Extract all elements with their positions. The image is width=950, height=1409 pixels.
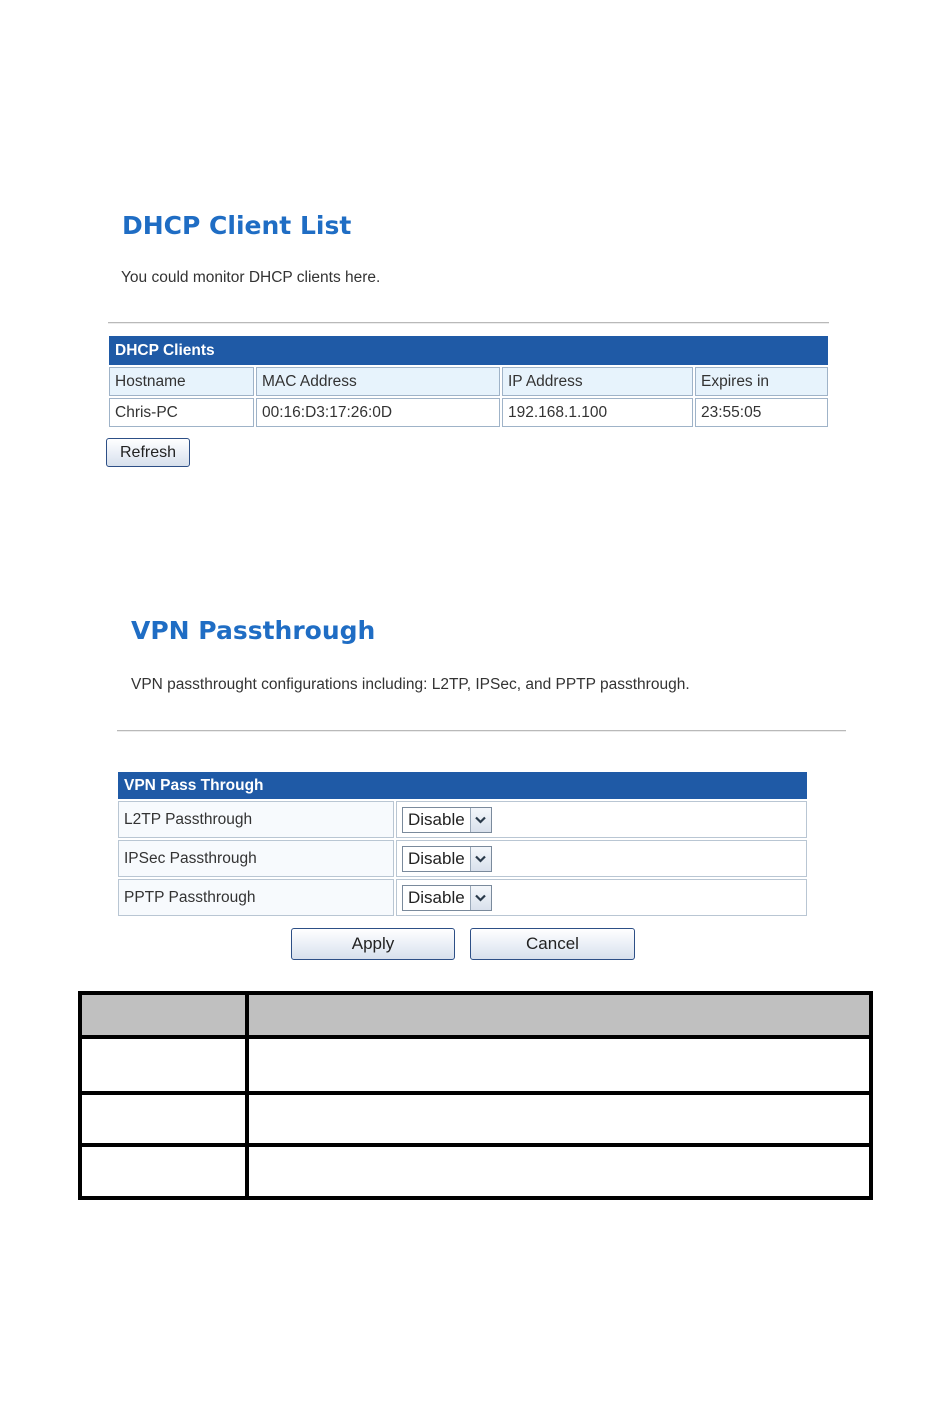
ipsec-passthrough-control [396,840,807,877]
table-divider [82,1091,869,1095]
cancel-button[interactable]: Cancel [470,928,635,960]
ipsec-passthrough-select[interactable] [402,846,492,872]
vpn-description: VPN passthrought configurations including: L2TP, IPSec, and PPTP passthrough. [131,676,690,693]
pptp-passthrough-control [396,879,807,916]
vpn-pass-through-table [116,770,809,918]
table-row [109,398,828,427]
description-table-header [82,995,869,1035]
column-header-ip-address: IP Address [502,367,693,396]
table-divider [82,1143,869,1147]
chevron-down-icon[interactable] [470,847,491,871]
dhcp-table-header-row [109,367,828,396]
l2tp-passthrough-value: Disable [408,809,465,829]
vpn-row-pptp [118,879,807,916]
dhcp-clients-table [107,334,830,429]
dhcp-page-title: DHCP Client List [122,211,352,240]
chevron-down-icon[interactable] [470,808,491,832]
ip-address-cell: 192.168.1.100 [502,398,693,427]
dhcp-description: You could monitor DHCP clients here. [121,269,381,286]
apply-button[interactable]: Apply [291,928,455,960]
table-divider [82,1035,869,1039]
chevron-down-icon[interactable] [470,886,491,910]
column-header-expires-in: Expires in [695,367,828,396]
description-table [78,991,873,1200]
dhcp-clients-table-title: DHCP Clients [109,336,828,365]
expires-in-cell: 23:55:05 [695,398,828,427]
vpn-table-title: VPN Pass Through [118,772,807,799]
vpn-page-title: VPN Passthrough [131,616,376,645]
column-header-mac-address: MAC Address [256,367,500,396]
refresh-button[interactable]: Refresh [106,438,190,467]
column-header-hostname: Hostname [109,367,254,396]
vpn-row-l2tp [118,801,807,838]
l2tp-passthrough-label: L2TP Passthrough [118,801,394,838]
pptp-passthrough-select[interactable] [402,885,492,911]
ipsec-passthrough-label: IPSec Passthrough [118,840,394,877]
dhcp-divider [108,322,829,324]
vpn-divider [117,730,846,732]
vpn-row-ipsec [118,840,807,877]
pptp-passthrough-label: PPTP Passthrough [118,879,394,916]
table-column-divider [245,995,249,1196]
l2tp-passthrough-control [396,801,807,838]
pptp-passthrough-value: Disable [408,887,465,907]
ipsec-passthrough-value: Disable [408,848,465,868]
hostname-cell: Chris-PC [109,398,254,427]
mac-address-cell: 00:16:D3:17:26:0D [256,398,500,427]
l2tp-passthrough-select[interactable] [402,807,492,833]
